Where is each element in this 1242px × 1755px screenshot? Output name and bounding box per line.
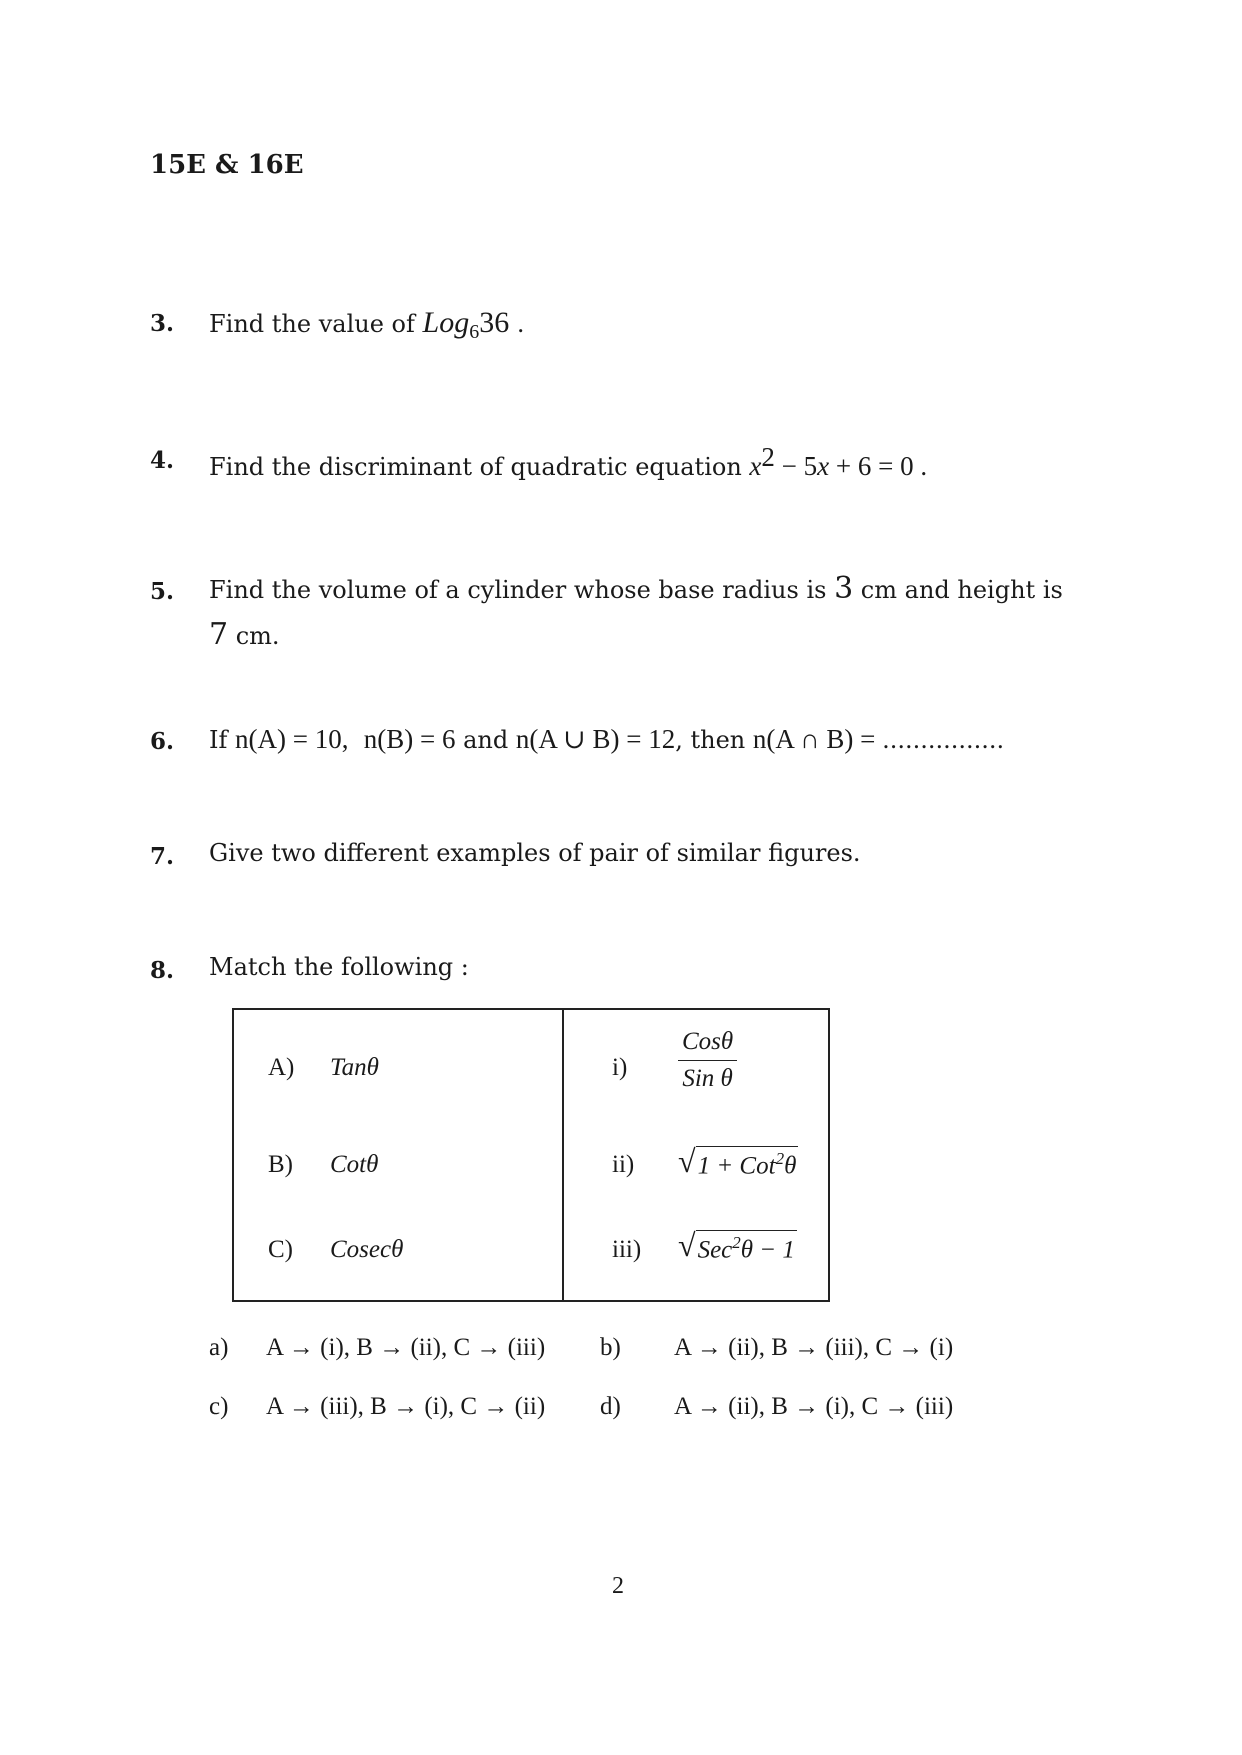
radical-sign-icon: √ <box>678 1227 696 1263</box>
question-4-number: 4. <box>150 447 175 474</box>
equation-middle: − 5 <box>774 451 818 481</box>
question-6-text <box>209 716 1004 763</box>
answer-blank: ................ <box>882 726 1005 754</box>
left-expr-tan: Tanθ <box>330 1054 379 1081</box>
question-3-prompt: Find the value of <box>209 310 423 338</box>
right-expr-sqrt-sec <box>678 1227 797 1264</box>
left-expr-cosec: Cosecθ <box>330 1236 404 1263</box>
question-5-line-2 <box>209 612 280 659</box>
option-c-label: c) <box>209 1393 229 1420</box>
match-table-divider <box>562 1010 564 1300</box>
sqrt-cot-body <box>696 1146 799 1180</box>
question-8-number: 8. <box>150 957 175 984</box>
q6-and: and <box>455 726 516 754</box>
left-label-b: B) <box>268 1151 293 1178</box>
question-6-number: 6. <box>150 728 175 755</box>
match-table <box>232 1008 830 1302</box>
option-a-label: a) <box>209 1334 229 1361</box>
option-c-text: A → (iii), B → (i), C → (ii) <box>266 1393 546 1420</box>
right-label-iii: iii) <box>612 1236 642 1263</box>
sqrt-cot-exp: 2 <box>775 1149 785 1168</box>
log-symbol: Log <box>422 306 470 339</box>
left-label-a: A) <box>268 1054 295 1081</box>
question-5-prompt-a: Find the volume of a cylinder whose base radius is <box>209 576 835 604</box>
log-argument: 36 <box>479 306 510 339</box>
sqrt-sec-exp: 2 <box>732 1233 741 1252</box>
sqrt-cot <box>678 1143 798 1180</box>
page-number: 2 <box>612 1573 624 1599</box>
question-7-text: Give two different examples of pair of similar figures. <box>209 839 861 867</box>
set-a-count: n(A) = 10, <box>235 724 349 754</box>
question-5-number: 5. <box>150 578 175 605</box>
option-d-label: d) <box>600 1393 621 1420</box>
right-label-ii: ii) <box>612 1151 635 1178</box>
question-3-end: . <box>509 310 525 338</box>
union-count: n(A ∪ B) = 12 <box>515 724 676 754</box>
equation-end: + 6 = 0 . <box>829 451 928 481</box>
variable-x-2: x <box>817 451 830 481</box>
left-expr-cot: Cotθ <box>330 1151 379 1178</box>
height-value: 7 <box>209 617 229 652</box>
log-base: 6 <box>469 320 480 343</box>
q6-if: If <box>209 726 235 754</box>
radius-value: 3 <box>834 571 854 606</box>
sqrt-sec <box>678 1227 797 1264</box>
option-a-text: A → (i), B → (ii), C → (iii) <box>266 1334 546 1361</box>
right-label-i: i) <box>612 1054 628 1081</box>
question-8-text: Match the following : <box>209 953 469 981</box>
sqrt-sec-body <box>696 1230 797 1264</box>
question-4-text <box>209 434 927 490</box>
question-5-unit: cm. <box>228 622 280 650</box>
right-expr-fraction <box>678 1028 737 1093</box>
q6-then: , then <box>675 726 753 754</box>
option-b-text: A → (ii), B → (iii), C → (i) <box>674 1334 954 1361</box>
sqrt-cot-base: 1 + Cot <box>697 1152 776 1180</box>
question-5-line-1 <box>209 566 1063 613</box>
fraction-numerator: Cosθ <box>678 1028 737 1061</box>
paper-code-header: 15E & 16E <box>150 150 304 180</box>
sqrt-cot-tail: θ <box>784 1152 797 1180</box>
option-d-text: A → (ii), B → (i), C → (iii) <box>674 1393 954 1420</box>
question-3-text <box>209 300 524 355</box>
cos-over-sin <box>678 1028 737 1093</box>
question-5-prompt-b: cm and height is <box>853 576 1063 604</box>
left-label-c: C) <box>268 1236 293 1263</box>
sqrt-sec-base: Sec <box>697 1236 733 1264</box>
option-b-label: b) <box>600 1334 621 1361</box>
question-7-number: 7. <box>150 843 175 870</box>
question-3-number: 3. <box>150 310 175 337</box>
right-expr-sqrt-cot <box>678 1143 798 1180</box>
exponent: 2 <box>761 442 775 472</box>
variable-x: x <box>749 451 762 481</box>
radical-sign-icon: √ <box>678 1143 696 1179</box>
intersection-expr: n(A ∩ B) = <box>752 724 883 754</box>
fraction-denominator: Sin θ <box>682 1065 733 1092</box>
sqrt-sec-tail: θ − 1 <box>740 1236 795 1264</box>
set-b-count: n(B) = 6 <box>363 724 456 754</box>
question-4-prompt: Find the discriminant of quadratic equation <box>209 453 750 481</box>
